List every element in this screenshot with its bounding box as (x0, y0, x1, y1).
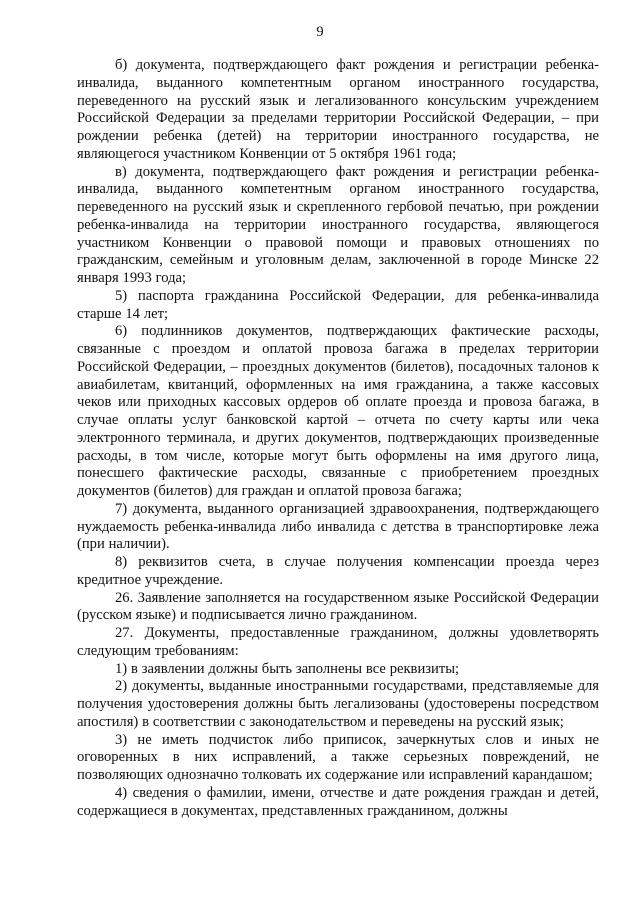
page-number: 9 (316, 24, 324, 40)
paragraph-item-5: 5) паспорта гражданина Российской Федерации, для ребенка-инвалида старше 14 лет; (77, 287, 599, 322)
document-body (77, 57, 599, 820)
paragraph-requirement-2: 2) документы, выданные иностранными государствами, представляемые для получения удостоверения должны быть легализованы (удостоверены посредством апостиля) в соответствии с законодательством и переведены на русский язык; (77, 678, 599, 730)
paragraph-clause-26: 26. Заявление заполняется на государственном языке Российской Федерации (русском языке) и подписывается лично гражданином. (77, 589, 599, 624)
paragraph-requirement-4: 4) сведения о фамилии, имени, отчестве и дате рождения граждан и детей, содержащиеся в документах, представленных гражданином, должны (77, 784, 599, 819)
paragraph-item-8: 8) реквизитов счета, в случае получения компенсации проезда через кредитное учреждение. (77, 554, 599, 588)
paragraph-item-7: 7) документа, выданного организацией здравоохранения, подтверждающего нуждаемость ребенка-инвалида либо инвалида с детства в транспортировке лежа (при наличии). (77, 500, 599, 553)
paragraph-requirement-1: 1) в заявлении должны быть заполнены все реквизиты; (115, 660, 460, 677)
paragraph-item-6: 6) подлинников документов, подтверждающих фактические расходы, связанные с проездом и оплатой провоза багажа в пределах территории Российской Федерации, – проездных документов (билетов), посадочных талонов к авиабилетам, квитанций, оформленных на имя гражданина, а также кассовых чеков или приходных кассовых ордеров об оплате проезда и провоза багажа, в случае оплаты услуг банковской картой – отчета по счету карты или чека электронного терминала, и других документов, подтверждающих произведенные расходы, в том числе, которые могут быть оформлены на имя другого лица, понесшего фактические расходы, связанные с приобретением проездных документов (билетов) для граждан и оплатой провоза багажа; (77, 323, 599, 499)
paragraph-item-b: б) документа, подтверждающего факт рождения и регистрации ребенка-инвалида, выданного компетентным органом иностранного государства, переведенного на русский язык и легализованного консульским учреждением Российской Федерации за пределами территории Российской Федерации, – при рождении ребенка (детей) на территории иностранного государства, не являющегося участником Конвенции от 5 октября 1961 года; (77, 57, 599, 162)
paragraph-clause-27: 27. Документы, предоставленные гражданином, должны удовлетворять следующим требованиям: (77, 625, 599, 659)
paragraph-requirement-3: 3) не иметь подчисток либо приписок, зачеркнутых слов и иных не оговоренных в них исправлений, а также серьезных повреждений, не позволяющих однозначно толковать их содержание или исправлений карандашом; (77, 731, 599, 783)
paragraph-item-v: в) документа, подтверждающего факт рождения и регистрации ребенка-инвалида, выданного компетентным органом иностранного государства, переведенного на русский язык и скрепленного гербовой печатью, при рождении ребенка-инвалида на территории иностранного государства, являющегося участником Конвенции о правовой помощи и правовых отношениях по гражданским, семейным и уголовным делам, заключенной в городе Минске 22 января 1993 года; (77, 163, 599, 286)
